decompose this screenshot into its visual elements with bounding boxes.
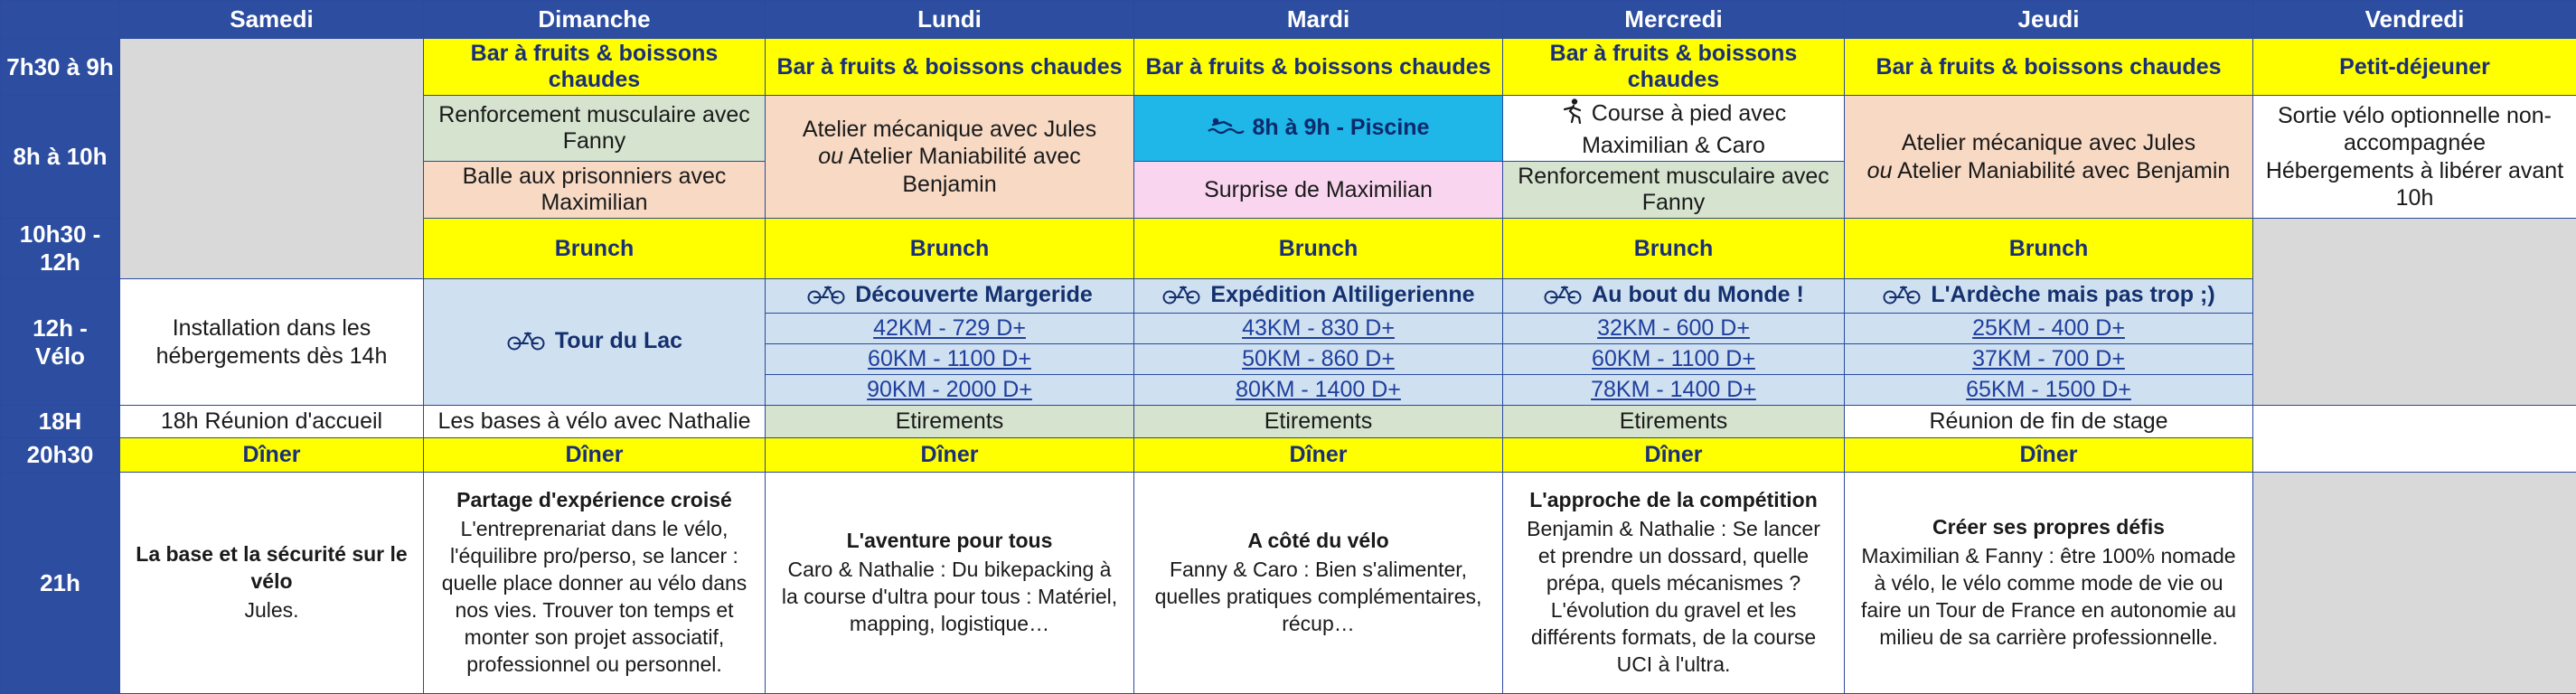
cell-jeudi-conference — [1845, 473, 2253, 694]
header-mercredi: Mercredi — [1503, 1, 1845, 39]
cell-lundi-diner: Dîner — [766, 438, 1134, 473]
cell-vendredi-line2: Hébergements à libérer avant 10h — [2259, 157, 2571, 212]
runner-icon — [1561, 98, 1584, 132]
cell-samedi-reunion: 18h Réunion d'accueil — [120, 406, 424, 438]
conference-title: L'approche de la compétition — [1516, 487, 1831, 514]
bike-icon — [1882, 281, 1923, 311]
cell-jeudi-atelier-line2-text: Atelier Maniabilité avec Benjamin — [1897, 158, 2230, 183]
route-option[interactable] — [766, 344, 1134, 375]
cell-mercredi-conference — [1503, 473, 1845, 694]
table-row — [1, 438, 2576, 473]
cell-mardi-etirements: Etirements — [1134, 406, 1503, 438]
cell-jeudi-breakfast: Bar à fruits & boissons chaudes — [1845, 39, 2253, 96]
cell-mercredi-brunch: Brunch — [1503, 219, 1845, 279]
ou-text-jeudi: ou — [1867, 158, 1893, 183]
header-empty — [1, 1, 120, 39]
conference-text: Maximilian & Fanny : être 100% nomade à vélo, le vélo comme mode de vie ou faire un Tour de France en autonomie au milieu de sa carrière professionnelle. — [1861, 544, 2236, 649]
cell-lundi-atelier-line2 — [771, 143, 1128, 198]
vendredi-empty-block-2 — [2253, 473, 2576, 694]
cell-mercredi-course-line1: Course à pied avec — [1592, 100, 1786, 126]
cell-dimanche-tour-du-lac-label: Tour du Lac — [555, 328, 682, 353]
cell-jeudi-ride-title-label: L'Ardèche mais pas trop ;) — [1931, 282, 2214, 307]
cell-dimanche-renforcement: Renforcement musculaire avec Fanny — [424, 96, 766, 162]
conference-title: A côté du vélo — [1147, 528, 1490, 555]
time-label-1030: 10h30 - 12h — [1, 219, 120, 279]
route-link[interactable]: 60KM - 1100 D+ — [1592, 346, 1755, 371]
time-label-18: 18H — [1, 406, 120, 438]
cell-mercredi-course-line2: Maximilian & Caro — [1509, 132, 1838, 160]
time-label-21: 21h — [1, 473, 120, 694]
conference-title: Créer ses propres défis — [1857, 514, 2240, 541]
cell-mercredi-breakfast: Bar à fruits & boissons chaudes — [1503, 39, 1845, 96]
swimmer-icon — [1208, 116, 1246, 142]
cell-jeudi-brunch: Brunch — [1845, 219, 2253, 279]
route-option[interactable] — [766, 375, 1134, 406]
header-mardi: Mardi — [1134, 1, 1503, 39]
time-label-8: 8h à 10h — [1, 96, 120, 219]
cell-lundi-etirements: Etirements — [766, 406, 1134, 438]
cell-jeudi-atelier-line2 — [1850, 157, 2247, 185]
cell-mercredi-ride-title-label: Au bout du Monde ! — [1592, 282, 1804, 307]
samedi-empty-block — [120, 39, 424, 279]
cell-mardi-brunch: Brunch — [1134, 219, 1503, 279]
route-link[interactable]: 50KM - 860 D+ — [1242, 346, 1395, 371]
route-link[interactable]: 60KM - 1100 D+ — [868, 346, 1031, 371]
cell-vendredi-line1: Sortie vélo optionnelle non-accompagnée — [2259, 102, 2571, 157]
cell-dimanche-breakfast: Bar à fruits & boissons chaudes — [424, 39, 766, 96]
route-option[interactable] — [1503, 314, 1845, 344]
cell-samedi-conference — [120, 473, 424, 694]
header-dimanche: Dimanche — [424, 1, 766, 39]
cell-jeudi-atelier — [1845, 96, 2253, 219]
table-row — [1, 406, 2576, 438]
route-option[interactable] — [1845, 344, 2253, 375]
time-label-730: 7h30 à 9h — [1, 39, 120, 96]
cell-dimanche-brunch: Brunch — [424, 219, 766, 279]
cell-mardi-ride-title-label: Expédition Altiligerienne — [1210, 282, 1474, 307]
cell-mardi-ride-title — [1134, 279, 1503, 314]
route-link[interactable]: 32KM - 600 D+ — [1597, 315, 1750, 341]
cell-lundi-atelier-line1: Atelier mécanique avec Jules — [771, 116, 1128, 144]
conference-text: Jules. — [244, 598, 298, 622]
cell-jeudi-diner: Dîner — [1845, 438, 2253, 473]
conference-text: Caro & Nathalie : Du bikepacking à la course d'ultra pour tous : Matériel, mapping, logistique… — [782, 558, 1117, 635]
cell-dimanche-diner: Dîner — [424, 438, 766, 473]
cell-mardi-breakfast: Bar à fruits & boissons chaudes — [1134, 39, 1503, 96]
conference-title: L'aventure pour tous — [778, 528, 1121, 555]
route-link[interactable]: 65KM - 1500 D+ — [1966, 377, 2131, 402]
cell-vendredi-sortie — [2253, 96, 2576, 219]
time-label-2030: 20h30 — [1, 438, 120, 473]
header-samedi: Samedi — [120, 1, 424, 39]
time-label-12: 12h - Vélo — [1, 279, 120, 406]
route-link[interactable]: 37KM - 700 D+ — [1972, 346, 2125, 371]
cell-mardi-conference — [1134, 473, 1503, 694]
cell-lundi-brunch: Brunch — [766, 219, 1134, 279]
cell-mardi-piscine-label: 8h à 9h - Piscine — [1253, 115, 1430, 140]
cell-dimanche-conference — [424, 473, 766, 694]
header-vendredi: Vendredi — [2253, 1, 2576, 39]
route-link[interactable]: 80KM - 1400 D+ — [1236, 377, 1401, 402]
cell-dimanche-balle: Balle aux prisonniers avec Maximilian — [424, 162, 766, 219]
cell-samedi-diner: Dîner — [120, 438, 424, 473]
route-option[interactable] — [1134, 375, 1503, 406]
route-option[interactable] — [1503, 344, 1845, 375]
conference-text: L'entreprenariat dans le vélo, l'équilibre pro/perso, se lancer : quelle place donner au vélo dans nos vies. Trouver ton temps et monter son projet associatif, professionnel ou personnel. — [442, 517, 747, 675]
table-row — [1, 473, 2576, 694]
cell-mardi-piscine — [1134, 96, 1503, 162]
cell-mercredi-ride-title — [1503, 279, 1845, 314]
conference-title: Partage d'expérience croisé — [437, 487, 752, 514]
route-option[interactable] — [1134, 314, 1503, 344]
cell-jeudi-reunion-fin: Réunion de fin de stage — [1845, 406, 2253, 438]
cell-lundi-atelier — [766, 96, 1134, 219]
cell-mardi-surprise: Surprise de Maximilian — [1134, 162, 1503, 219]
bike-icon — [806, 281, 848, 311]
cell-lundi-breakfast: Bar à fruits & boissons chaudes — [766, 39, 1134, 96]
route-link[interactable]: 42KM - 729 D+ — [873, 315, 1026, 341]
route-link[interactable]: 78KM - 1400 D+ — [1591, 377, 1756, 402]
route-link[interactable]: 43KM - 830 D+ — [1242, 315, 1395, 341]
cell-mardi-diner: Dîner — [1134, 438, 1503, 473]
cell-dimanche-bases: Les bases à vélo avec Nathalie — [424, 406, 766, 438]
cell-mercredi-course — [1503, 96, 1845, 162]
header-lundi: Lundi — [766, 1, 1134, 39]
route-option[interactable] — [766, 314, 1134, 344]
conference-title: La base et la sécurité sur le vélo — [133, 541, 410, 596]
route-option[interactable] — [1845, 375, 2253, 406]
conference-text: Fanny & Caro : Bien s'alimenter, quelles pratiques complémentaires, récup… — [1155, 558, 1482, 635]
cell-lundi-conference — [766, 473, 1134, 694]
conference-text: Benjamin & Nathalie : Se lancer et prendre un dossard, quelle prépa, quels mécanismes ? L'évolution du gravel et les différents formats, de la course UCI à l'ultra. — [1527, 517, 1820, 675]
route-option[interactable] — [1134, 344, 1503, 375]
ou-text: ou — [818, 144, 843, 169]
cell-lundi-ride-title — [766, 279, 1134, 314]
cell-jeudi-ride-title — [1845, 279, 2253, 314]
table-header-row — [1, 1, 2576, 39]
table-row — [1, 279, 2576, 314]
cell-dimanche-tour-du-lac — [424, 279, 766, 406]
cell-samedi-installation: Installation dans les hébergements dès 14h — [120, 279, 424, 406]
table-row — [1, 39, 2576, 96]
cell-mercredi-renforcement: Renforcement musculaire avec Fanny — [1503, 162, 1845, 219]
route-option[interactable] — [1845, 314, 2253, 344]
cell-jeudi-atelier-line1: Atelier mécanique avec Jules — [1850, 129, 2247, 157]
cell-mercredi-etirements: Etirements — [1503, 406, 1845, 438]
route-link[interactable]: 90KM - 2000 D+ — [867, 377, 1032, 402]
cell-vendredi-breakfast: Petit-déjeuner — [2253, 39, 2576, 96]
bike-icon — [1543, 281, 1584, 311]
route-link[interactable]: 25KM - 400 D+ — [1972, 315, 2125, 341]
header-jeudi: Jeudi — [1845, 1, 2253, 39]
vendredi-empty-block — [2253, 219, 2576, 406]
bike-icon — [1161, 281, 1203, 311]
bike-icon — [506, 327, 548, 357]
cell-mercredi-diner: Dîner — [1503, 438, 1845, 473]
route-option[interactable] — [1503, 375, 1845, 406]
cell-lundi-ride-title-label: Découverte Margeride — [855, 282, 1093, 307]
cell-lundi-atelier-line2-text: Atelier Maniabilité avec Benjamin — [849, 144, 1081, 197]
